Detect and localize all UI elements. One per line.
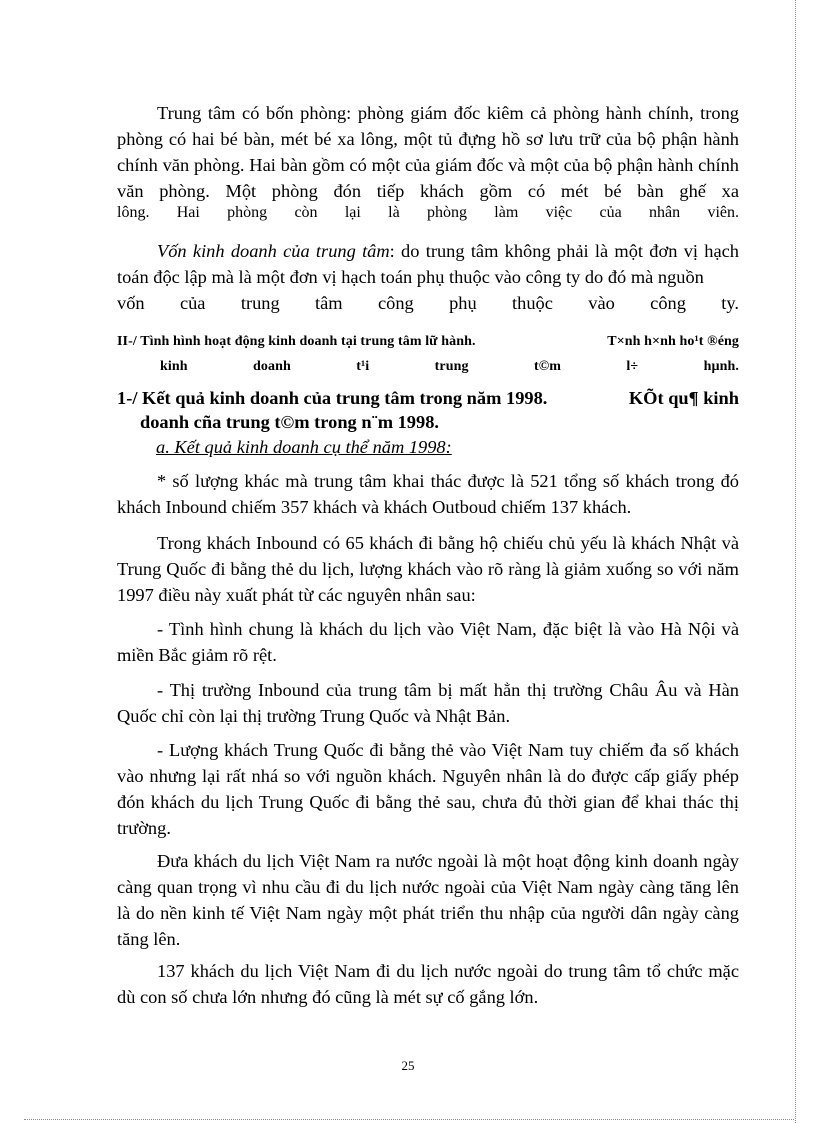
paragraph-visitors: [117, 468, 739, 520]
word: phòng: [427, 204, 467, 221]
word: công: [377, 293, 414, 313]
page-number: 25: [401, 1058, 415, 1073]
word: là: [388, 204, 400, 221]
word: doanh: [253, 359, 291, 374]
word: ty.: [721, 293, 739, 313]
word: phụ: [449, 293, 477, 313]
paragraph-capital: [117, 238, 739, 290]
section-heading-2: [117, 331, 739, 353]
word: hµnh.: [703, 359, 739, 374]
paragraph-text: - Thị trường Inbound của trung tâm bị mất hẳn thị trường Châu Âu và Hàn Quốc chỉ còn lại thị trường Trung Quốc và Nhật Bản.: [117, 680, 739, 726]
paragraph-text: * số lượng khác mà trung tâm khai thác được là 521 tổng số khách trong đó khách Inbound chiếm 357 khách và khách Outboud chiếm 137 khách.: [117, 471, 739, 517]
paragraph-outbound-count: [117, 958, 739, 1010]
paragraph-text: - Lượng khách Trung Quốc đi bằng thẻ vào Việt Nam tuy chiếm đa số khách vào nhưng lại rất nhá so với nguồn khách. Nguyên nhân là do được cấp giấy phép đón khách du lịch Trung Quốc đi bằng thẻ sau, chưa đủ thời gian để khai thác thị trường.: [117, 740, 739, 838]
word: công: [650, 293, 686, 313]
subheading-garbled: KÕt qu¶ kinh: [628, 388, 739, 408]
paragraph-rooms-end-line: [117, 204, 739, 222]
word: trung: [240, 293, 280, 313]
word: vào: [588, 293, 615, 313]
word: nhân: [649, 204, 681, 221]
word: trung: [434, 359, 469, 374]
word: lại: [344, 204, 361, 221]
page-border-right: [795, 0, 796, 1123]
paragraph-text: 137 khách du lịch Việt Nam đi du lịch nước ngoài do trung tâm tổ chức mặc dù con số chưa lớn nhưng đó cũng là mét sự cố gắng lớn.: [117, 961, 739, 1007]
subheading-1-line2: doanh cña trung t©m trong n¨m 1998.: [140, 412, 439, 432]
word: làm: [494, 204, 519, 221]
section-heading-garbled: T×nh h×nh ho¹t ®éng: [607, 334, 739, 349]
word: l÷: [626, 359, 639, 374]
word: thuộc: [512, 293, 553, 313]
word: của: [179, 293, 206, 313]
paragraph-rooms: [117, 100, 739, 222]
word: vốn: [117, 293, 145, 313]
paragraph-text: Trung tâm có bốn phòng: phòng giám đốc kiêm cả phòng hành chính, trong phòng có hai bé bàn, mét bé xa lông, một tủ đựng hồ sơ lưu trữ của bộ phận hành chính văn phòng. Hai bàn gồm có một của giám đốc và một của bộ phận hành chính văn phòng. Một phòng đón tiếp khách gồm có mét bé bàn ghế xa: [117, 103, 739, 201]
subheading-1: [117, 386, 739, 410]
word: t©m: [533, 359, 562, 374]
paragraph-text: Đưa khách du lịch Việt Nam ra nước ngoài là một hoạt động kinh doanh ngày càng quan trọng vì nhu cầu đi du lịch nước ngoài của Việt Nam ngày càng tăng lên là do nền kinh tế Việt Nam ngày một phát triển thu nhập của người dân ngày càng tăng lên.: [117, 851, 739, 949]
paragraph-outbound: [117, 848, 739, 952]
capital-label: Vốn kinh doanh của trung tâm: [157, 241, 390, 261]
word: việc: [545, 204, 573, 221]
paragraph-reason-3: [117, 737, 739, 841]
word: viên.: [707, 204, 739, 221]
subheading-a: a. Kết quả kinh doanh cụ thể năm 1998:: [156, 437, 452, 457]
word: của: [599, 204, 622, 221]
word: tâm: [315, 293, 343, 313]
paragraph-reason-1: [117, 616, 739, 668]
word: Hai: [176, 204, 200, 221]
word: còn: [294, 204, 318, 221]
word: t¹i: [356, 359, 370, 374]
word: phòng: [227, 204, 268, 221]
paragraph-reason-2: [117, 677, 739, 729]
capital-end-line: [117, 290, 739, 316]
word: kinh: [160, 359, 188, 374]
paragraph-text: - Tình hình chung là khách du lịch vào Việt Nam, đặc biệt là vào Hà Nội và miền Bắc giảm rõ rệt.: [117, 619, 739, 665]
page-border-bottom: [24, 1119, 794, 1120]
word: lông.: [117, 204, 150, 221]
capital-text: : do trung tâm không phải là một đơn vị hạch toán độc lập mà là một đơn vị hạch toán phụ thuộc vào công ty do đó mà nguồn: [117, 241, 739, 287]
subheading-text: 1-/ Kết quả kinh doanh của trung tâm trong năm 1998.: [117, 388, 548, 408]
paragraph-inbound: [117, 530, 739, 608]
section-heading-2-line2: [160, 356, 739, 378]
section-heading-text: II-/ Tình hình hoạt động kinh doanh tại trung tâm lữ hành.: [117, 334, 476, 349]
paragraph-text: Trong khách Inbound có 65 khách đi bằng hộ chiếu chủ yếu là khách Nhật và Trung Quốc đi bằng thẻ du lịch, lượng khách vào rõ ràng là giảm xuống so với năm 1997 điều này xuất phát từ các nguyên nhân sau:: [117, 533, 739, 605]
